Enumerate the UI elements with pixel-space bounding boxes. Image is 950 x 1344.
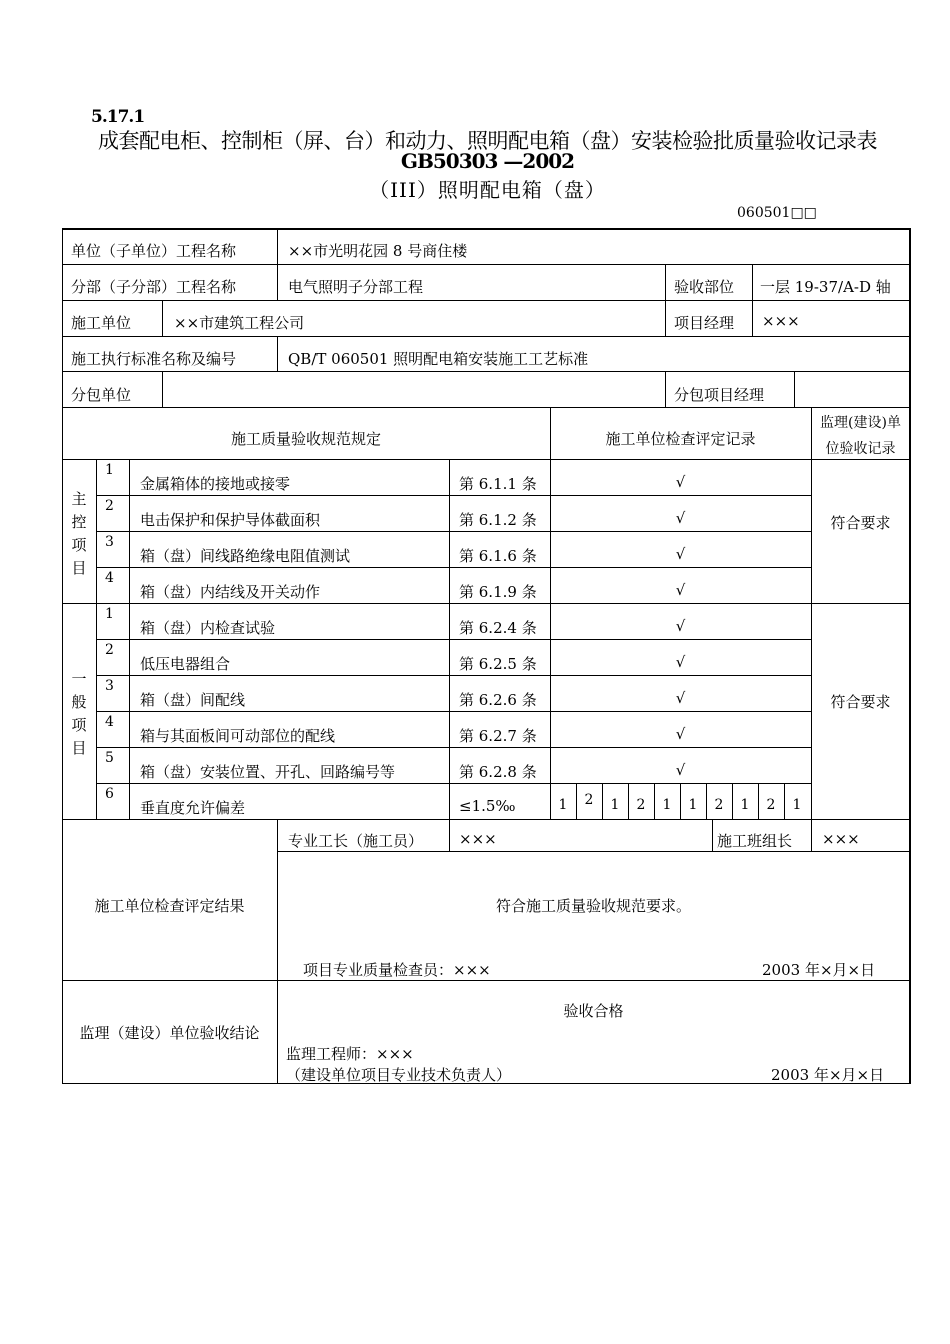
row-number: 4 [105, 714, 114, 730]
document-title: 成套配电柜、控制柜（屏、台）和动力、照明配电箱（盘）安装检验批质量验收记录表 [98, 129, 877, 153]
supervision-result-label: 监理（建设）单位验收结论 [79, 1024, 260, 1042]
measurement-cell: 1 [662, 797, 672, 813]
general-items-supervision: 符合要求 [830, 693, 891, 711]
row-number: 2 [105, 642, 114, 658]
row-number: 5 [105, 750, 114, 766]
contractor-value: ××市建筑工程公司 [174, 314, 305, 332]
check-mark: √ [675, 689, 686, 707]
general-items-label-char: 目 [71, 739, 87, 757]
measurement-cell: 1 [740, 797, 750, 813]
clause-ref: 第 6.1.1 条 [459, 475, 537, 493]
main-items-label-char: 项 [71, 536, 87, 554]
unit-project-label: 单位（子单位）工程名称 [71, 242, 237, 260]
measurement-cell: 1 [610, 797, 620, 813]
measurement-cell: 2 [584, 792, 594, 808]
supervision-column-header-line2: 位验收记录 [825, 441, 896, 457]
contractor-result-label: 施工单位检查评定结果 [94, 897, 245, 915]
project-manager-label: 项目经理 [674, 314, 735, 332]
team-leader-label: 施工班组长 [717, 832, 793, 850]
owner-tech-lead-note: （建设单位项目专业技术负责人） [286, 1066, 512, 1084]
row-number: 1 [105, 462, 114, 478]
quality-inspector: 项目专业质量检查员：××× [303, 961, 491, 979]
check-mark: √ [675, 725, 686, 743]
general-items-label-char: 一 [71, 670, 87, 688]
row-number: 3 [105, 678, 114, 694]
clause-ref: 第 6.2.7 条 [459, 727, 537, 745]
document-subtitle: （III）照明配电箱（盘） [369, 178, 606, 202]
measurement-cell: 2 [636, 797, 646, 813]
check-mark: √ [675, 653, 686, 671]
acceptance-part-value: 一层 19-37/A-D 轴 [760, 278, 891, 296]
tolerance-value: ≤1.5‰ [459, 797, 516, 815]
clause-ref: 第 6.2.8 条 [459, 763, 537, 781]
contractor-label: 施工单位 [71, 314, 132, 332]
measurement-cell: 1 [688, 797, 698, 813]
exec-standard-value: QB/T 060501 照明配电箱安装施工工艺标准 [288, 350, 589, 368]
row-number: 1 [105, 606, 114, 622]
foreman-label: 专业工长（施工员） [288, 832, 424, 850]
main-items-label-char: 控 [71, 513, 87, 531]
supervising-engineer: 监理工程师：××× [286, 1045, 414, 1063]
measurement-cell: 2 [766, 797, 776, 813]
main-items-supervision: 符合要求 [830, 514, 891, 532]
team-leader-value: ××× [822, 830, 860, 848]
clause-ref: 第 6.2.6 条 [459, 691, 537, 709]
sub-project-label: 分部（子分部）工程名称 [71, 278, 237, 296]
clause-ref: 第 6.1.9 条 [459, 583, 537, 601]
contractor-conclusion: 符合施工质量验收规范要求。 [495, 897, 691, 915]
standard-code: GB50303 —2002 [400, 149, 575, 173]
check-mark: √ [675, 581, 686, 599]
main-items-label-char: 目 [71, 559, 87, 577]
item-text: 箱（盘）内检查试验 [140, 619, 276, 637]
check-mark: √ [675, 617, 686, 635]
check-mark: √ [675, 473, 686, 491]
supervision-date: 2003 年×月×日 [771, 1066, 885, 1084]
item-text: 箱（盘）内结线及开关动作 [140, 583, 321, 601]
record-column-header: 施工单位检查评定记录 [605, 430, 756, 448]
clause-ref: 第 6.1.6 条 [459, 547, 537, 565]
acceptance-part-label: 验收部位 [674, 278, 735, 296]
item-text: 箱（盘）间配线 [140, 691, 246, 709]
row-number: 2 [105, 498, 114, 514]
supervision-conclusion: 验收合格 [563, 1002, 624, 1020]
check-mark: √ [675, 761, 686, 779]
contractor-date: 2003 年×月×日 [762, 961, 876, 979]
general-items-label-char: 般 [71, 693, 87, 711]
clause-ref: 第 6.1.2 条 [459, 511, 537, 529]
clause-ref: 第 6.2.4 条 [459, 619, 537, 637]
sub-project-value: 电气照明子分部工程 [288, 278, 424, 296]
item-text: 箱（盘）安装位置、开孔、回路编号等 [140, 763, 396, 781]
row-number: 6 [105, 786, 114, 802]
row-number: 3 [105, 534, 114, 550]
general-items-label-char: 项 [71, 716, 87, 734]
item-text: 垂直度允许偏差 [140, 799, 246, 817]
project-manager-value: ××× [762, 312, 800, 330]
item-text: 箱与其面板间可动部位的配线 [140, 727, 336, 745]
supervision-column-header-line1: 监理(建设)单 [820, 415, 901, 431]
clause-ref: 第 6.2.5 条 [459, 655, 537, 673]
item-text: 箱（盘）间线路绝缘电阻值测试 [140, 547, 351, 565]
spec-column-header: 施工质量验收规范规定 [230, 430, 381, 448]
sub-pm-label: 分包项目经理 [674, 386, 765, 404]
inspection-form [62, 228, 910, 1084]
item-text: 金属箱体的接地或接零 [140, 475, 291, 493]
section-number: 5.17.1 [91, 107, 145, 127]
form-code: 060501□□ [737, 205, 817, 221]
measurement-cell: 2 [714, 797, 724, 813]
foreman-value: ××× [459, 830, 497, 848]
main-items-label-char: 主 [71, 490, 87, 508]
measurement-cell: 1 [792, 797, 802, 813]
exec-standard-label: 施工执行标准名称及编号 [71, 350, 237, 368]
measurement-cell: 1 [558, 797, 568, 813]
item-text: 低压电器组合 [140, 655, 231, 673]
check-mark: √ [675, 545, 686, 563]
unit-project-value: ××市光明花园 8 号商住楼 [288, 242, 468, 260]
subcontractor-label: 分包单位 [71, 386, 132, 404]
check-mark: √ [675, 509, 686, 527]
row-number: 4 [105, 570, 114, 586]
item-text: 电击保护和保护导体截面积 [140, 511, 321, 529]
